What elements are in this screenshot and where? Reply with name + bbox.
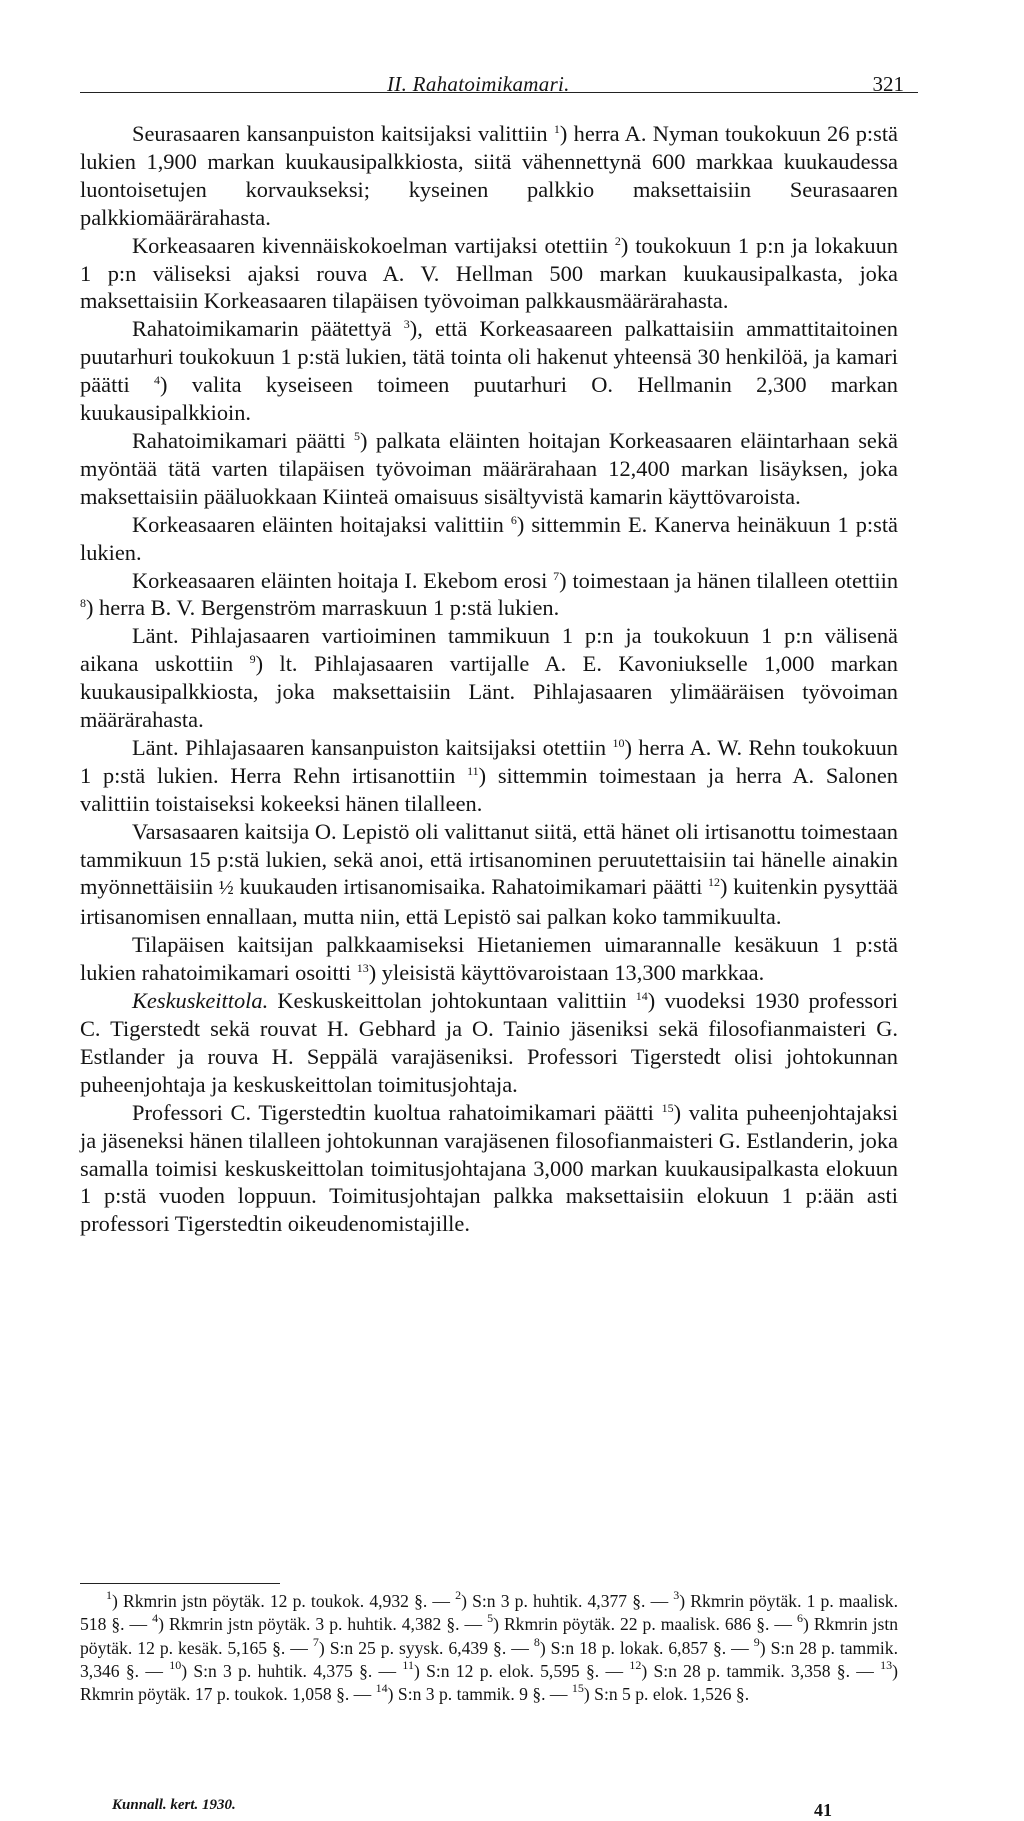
paragraph: [80, 315, 898, 427]
paragraph: [80, 734, 898, 818]
paragraph: [80, 931, 898, 987]
text-run: Varsasaaren kaitsija O. Lepistö oli valittanut siitä, että hänet oli irtisanottu toimestaan tammikuun 15 p:stä lukien, sekä anoi, että irtisanominen peruutettaisiin tai hänelle ainakin myönnettäisiin: [80, 818, 898, 900]
text-run: ) Rkmrin jstn pöytäk. 12 p. toukok. 4,932 §. —: [112, 1591, 456, 1611]
footnote-marker: 10: [169, 1657, 182, 1672]
text-run: ) Rkmrin jstn pöytäk. 12 p. kesäk. 5,165 §. —: [80, 1614, 898, 1658]
text-run: ) kuitenkin pysyttää irtisanomisen ennallaan, mutta niin, että Lepistö sai palkan koko tammikuulta.: [80, 874, 898, 930]
text-run: ) S:n 3 p. tammik. 9 §. —: [387, 1684, 572, 1705]
footnote-list: [80, 1590, 898, 1706]
text-run: Rahatoimikamarin päätettyä: [132, 316, 404, 342]
footnote-marker: 3: [403, 317, 410, 332]
text-run: Korkeasaaren eläinten hoitaja I. Ekebom erosi: [132, 567, 554, 593]
text-run: ) herra A. Nyman toukokuun 26 p:stä lukien 1,900 markan kuukausipalkkiosta, siitä vähennettynä 600 markkaa kuukaudessa luontoisetujen korvaukseksi; kyseinen palkkio maksettaisiin Seurasaaren palkkiomäärärahasta.: [80, 121, 898, 230]
fraction: ½: [218, 877, 234, 900]
paragraph: [80, 622, 898, 734]
text-run: ) palkata eläinten hoitajan Korkeasaaren eläintarhaan sekä myöntää tätä varten tilapäisen työvoiman määrärahaan 12,400 markan lisäyksen, joka maksettaisiin pääluokkaan Kiinteä omaisuus sisältyvistä kamarin käyttövaroista.: [80, 427, 898, 509]
running-title: II. Rahatoimikamari.: [387, 72, 570, 96]
text-run: ) vuodeksi 1930 professori C. Tigerstedt sekä rouvat H. Gebhard ja O. Tainio jäseniksi sekä filosofianmaisteri G. Estlander ja rouva H. Seppälä varajäseniksi. Professori Tigerstedt olisi johtokunnan puheenjohtaja ja keskuskeittolan toimitusjohtaja.: [80, 988, 898, 1097]
footnote-marker: 4: [154, 373, 161, 388]
paragraph: [80, 1099, 898, 1239]
footnote-marker: 7: [553, 568, 560, 583]
text-run: ) S:n 12 p. elok. 5,595 §. —: [413, 1660, 630, 1681]
footnote-marker: 12: [707, 875, 720, 890]
footnote-marker: 3: [673, 1588, 680, 1602]
footnote-marker: 11: [467, 763, 479, 778]
text-run: ) S:n 25 p. syysk. 6,439 §. —: [318, 1637, 534, 1658]
section-heading: Keskuskeittola.: [132, 988, 269, 1014]
text-run: ) valita puheenjohtajaksi ja jäseneksi hänen tilalleen johtokunnan varajäsenen filosofianmaisteri G. Estlanderin, joka samalla toimisi keskuskeittolan toimitusjohtajana 3,000 markan kuukausipalkasta elokuun 1 p:stä vuoden loppuun. Toimitusjohtajan palkka maksettaisiin elokuun 1 p:ään asti professori Tigerstedtin oikeudenomistajille.: [80, 1099, 898, 1237]
text-run: Länt. Pihlajasaaren kansanpuiston kaitsijaksi otettiin: [132, 734, 613, 760]
paragraph: [80, 232, 898, 316]
text-run: Länt. Pihlajasaaren vartioiminen tammikuun 1 p:n ja toukokuun 1 p:n välisenä aikana uskottiin: [80, 623, 898, 677]
footnote-marker: 15: [661, 1100, 674, 1115]
footnote-marker: 14: [635, 989, 648, 1004]
footnote-marker: 13: [356, 961, 369, 976]
text-run: ) sittemmin E. Kanerva heinäkuun 1 p:stä lukien.: [80, 511, 898, 565]
footnote-marker: 7: [312, 1634, 319, 1649]
running-header: [80, 62, 918, 96]
text-run: ) lt. Pihlajasaaren vartijalle A. E. Kavoniukselle 1,000 markan kuukausipalkkiosta, joka maksettaisiin Länt. Pihlajasaaren ylimääräisen työvoiman määrärahasta.: [80, 651, 898, 733]
paragraph: [80, 427, 898, 511]
paragraph: [80, 120, 898, 232]
footnote-marker: 11: [402, 1657, 414, 1672]
printer-signature: Kunnall. kert. 1930.: [112, 1797, 236, 1813]
text-run: Professori C. Tigerstedtin kuoltua rahatoimikamari päätti: [132, 1099, 662, 1125]
footnotes: [80, 1590, 898, 1706]
text-run: ) S:n 18 p. lokak. 6,857 §. —: [539, 1637, 754, 1658]
text-run: Seurasaaren kansanpuiston kaitsijaksi valittiin: [132, 121, 554, 146]
footnote-marker: 5: [487, 1611, 494, 1626]
sheet-number: 41: [814, 1800, 832, 1820]
footnote-marker: 6: [510, 512, 517, 527]
text-run: ) herra B. V. Bergenström marraskuun 1 p:stä lukien.: [86, 595, 560, 621]
text-run: Rahatoimikamari päätti: [132, 427, 355, 453]
text-run: ) herra A. W. Rehn toukokuun 1 p:stä lukien. Herra Rehn irtisanottiin: [80, 734, 899, 788]
footnote-marker: 2: [455, 1588, 462, 1602]
text-run: ) Rkmrin pöytäk. 17 p. toukok. 1,058 §. —: [80, 1660, 898, 1705]
text-run: Keskuskeittolan johtokuntaan valittiin: [268, 988, 636, 1014]
footnote-marker: 4: [152, 1611, 159, 1626]
paragraph: [80, 567, 898, 623]
footnote-marker: 1: [106, 1588, 112, 1602]
paragraph: [80, 511, 898, 567]
paragraph: [80, 987, 898, 1099]
footnote-marker: 13: [880, 1657, 893, 1672]
text-run: ) yleisistä käyttövaroistaan 13,300 markkaa.: [368, 960, 765, 986]
text-run: ) Rkmrin jstn pöytäk. 3 p. huhtik. 4,382 §. —: [158, 1614, 488, 1635]
text-run: ), että Korkeasaareen palkattaisiin ammattitaitoinen puutarhuri toukokuun 1 p:stä lukien, tätä tointa oli hakenut yhteensä 30 henkilöä, ja kamari päätti: [80, 316, 898, 398]
footnote-marker: 8: [533, 1634, 540, 1649]
text-run: kuukauden irtisanomisaika. Rahatoimikamari päätti: [233, 874, 708, 900]
text-run: Tilapäisen kaitsijan palkkaamiseksi Hietaniemen uimarannalle kesäkuun 1 p:stä lukien rahatoimikamari osoitti: [80, 932, 898, 986]
text-run: ) S:n 28 p. tammik. 3,358 §. —: [641, 1660, 881, 1681]
text-run: ) S:n 3 p. huhtik. 4,375 §. —: [181, 1660, 403, 1681]
page-number: 321: [872, 72, 904, 96]
footnote-marker: 15: [571, 1681, 584, 1696]
text-run: ) S:n 3 p. huhtik. 4,377 §. —: [461, 1591, 674, 1611]
footnote-marker: 8: [80, 596, 86, 611]
footnote-marker: 14: [375, 1681, 388, 1696]
footnote-marker: 6: [796, 1611, 803, 1626]
text-run: ) S:n 5 p. elok. 1,526 §.: [583, 1684, 750, 1705]
text-run: ) toimestaan ja hänen tilalleen otettiin: [559, 567, 899, 593]
footnote-marker: 9: [249, 652, 256, 667]
text-run: Korkeasaaren eläinten hoitajaksi valittiin: [132, 511, 511, 537]
footnote-rule: [80, 1583, 280, 1584]
footnote-marker: 10: [612, 735, 625, 750]
text-run: ) sittemmin toimestaan ja herra A. Salonen valittiin toistaiseksi kokeeksi hänen tilalleen.: [80, 762, 898, 816]
paragraph: [80, 818, 898, 932]
footnote-marker: 9: [753, 1634, 760, 1649]
footnote-marker: 5: [354, 428, 361, 443]
text-run: ) Rkmrin pöytäk. 22 p. maalisk. 686 §. —: [493, 1614, 797, 1635]
footnote-marker: 2: [614, 233, 621, 248]
body-text: [80, 120, 898, 1238]
text-run: ) S:n 28 p. tammik. 3,346 §. —: [80, 1637, 898, 1681]
text-run: ) valita kyseiseen toimeen puutarhuri O. Hellmanin 2,300 markan kuukausipalkkioin.: [80, 372, 898, 426]
page-footer: [112, 1797, 898, 1821]
text-run: ) Rkmrin pöytäk. 1 p. maalisk. 518 §. —: [80, 1591, 898, 1635]
footnote-marker: 1: [553, 122, 560, 136]
text-run: Korkeasaaren kivennäiskokoelman vartijaksi otettiin: [132, 232, 615, 258]
text-run: ) toukokuun 1 p:n ja lokakuun 1 p:n väliseksi ajaksi rouva A. V. Hellman 500 markan kuukausipalkasta, joka maksettaisiin Korkeasaaren tilapäisen työvoiman palkkausmäärärahasta.: [80, 232, 898, 314]
footnote-marker: 12: [629, 1657, 642, 1672]
